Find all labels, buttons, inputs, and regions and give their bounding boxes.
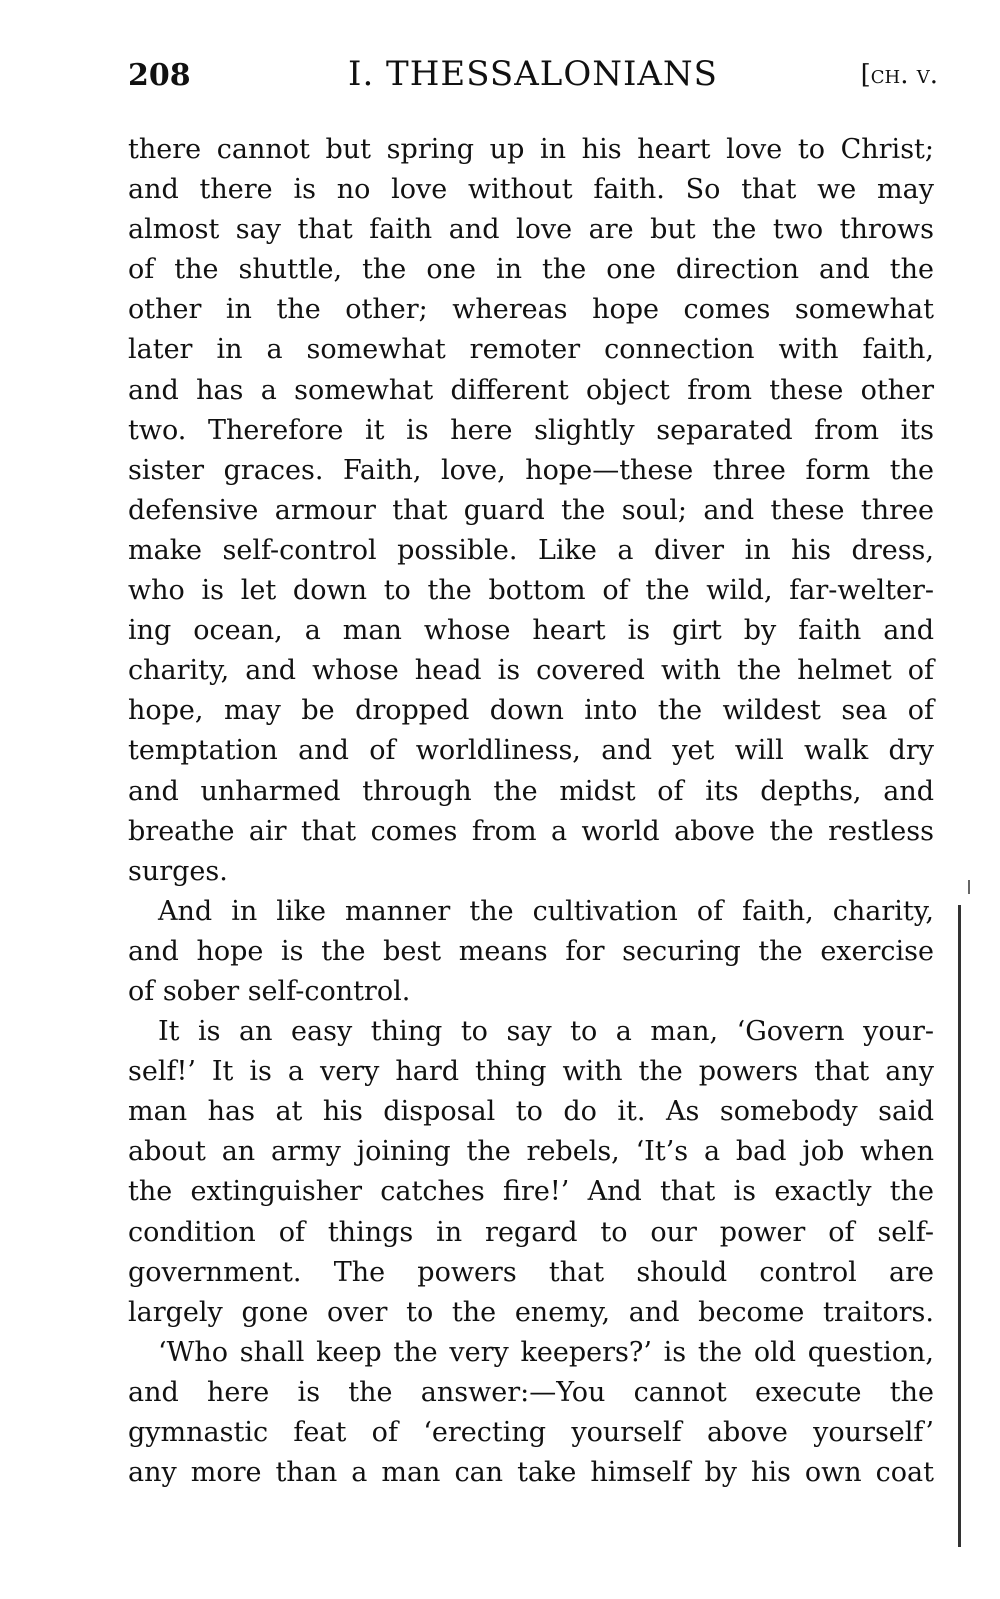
text-line: and there is no love without faith. So that we may: [128, 174, 934, 206]
paragraph: [128, 1333, 934, 1493]
text-line: there cannot but spring up in his heart love to Christ;: [128, 134, 934, 165]
text-line: self!’ It is a very hard thing with the powers that any: [128, 1056, 934, 1088]
text-line: and has a somewhat different object from these other: [128, 374, 934, 406]
text-line: and unharmed through the midst of its depths, and: [128, 775, 934, 807]
text-line: largely gone over to the enemy, and become traitors.: [128, 1296, 934, 1328]
text-line: charity, and whose head is covered with the helmet of: [128, 655, 934, 687]
text-line: and hope is the best means for securing the exercise: [128, 935, 934, 967]
text-line: other in the other; whereas hope comes somewhat: [128, 294, 934, 326]
text-line: sister graces. Faith, love, hope—these three form the: [128, 454, 934, 486]
paragraph: [128, 1012, 934, 1333]
text-line: of the shuttle, the one in the one direction and the: [128, 254, 934, 286]
text-line: ing ocean, a man whose heart is girt by faith and: [128, 615, 934, 647]
text-line: temptation and of worldliness, and yet will walk dry: [128, 735, 934, 767]
margin-mark: [968, 880, 970, 894]
text-line: defensive armour that guard the soul; and these three: [128, 494, 934, 526]
text-line: breathe air that comes from a world above the restless: [128, 815, 934, 847]
text-line: And in like manner the cultivation of faith, charity,: [158, 895, 934, 927]
running-header: [128, 54, 938, 102]
page-number: 208: [128, 58, 191, 93]
text-line: of sober self-control.: [128, 975, 411, 1007]
chapter-label: [ch. v.: [860, 60, 938, 90]
paragraph: [128, 130, 934, 892]
body-text: [128, 130, 934, 1493]
text-line: man has at his disposal to do it. As somebody said: [128, 1096, 934, 1128]
text-line: the extinguisher catches fire!’ And that is exactly the: [128, 1176, 934, 1208]
text-line: ‘Who shall keep the very keepers?’ is the old question,: [158, 1336, 934, 1368]
text-line: condition of things in regard to our power of self-: [128, 1216, 934, 1248]
text-line: make self-control possible. Like a diver in his dress,: [128, 534, 934, 566]
text-line: hope, may be dropped down into the wildest sea of: [128, 695, 934, 727]
paragraph: [128, 892, 934, 1012]
text-line: almost say that faith and love are but the two throws: [128, 214, 934, 246]
text-line: about an army joining the rebels, ‘It’s a bad job when: [128, 1136, 934, 1168]
text-line: who is let down to the bottom of the wild, far-welter-: [128, 575, 934, 607]
text-line: any more than a man can take himself by his own coat: [128, 1457, 934, 1489]
book-title: I. THESSALONIANS: [348, 54, 718, 94]
text-line: later in a somewhat remoter connection with faith,: [128, 334, 934, 366]
text-line: and here is the answer:—You cannot execute the: [128, 1376, 934, 1408]
text-line: two. Therefore it is here slightly separated from its: [128, 414, 934, 446]
text-line: It is an easy thing to say to a man, ‘Govern your-: [158, 1016, 934, 1048]
margin-rule: [958, 905, 961, 1547]
text-line: surges.: [128, 855, 228, 887]
text-line: gymnastic feat of ‘erecting yourself above yourself’: [128, 1417, 934, 1448]
text-line: government. The powers that should control are: [128, 1256, 934, 1288]
